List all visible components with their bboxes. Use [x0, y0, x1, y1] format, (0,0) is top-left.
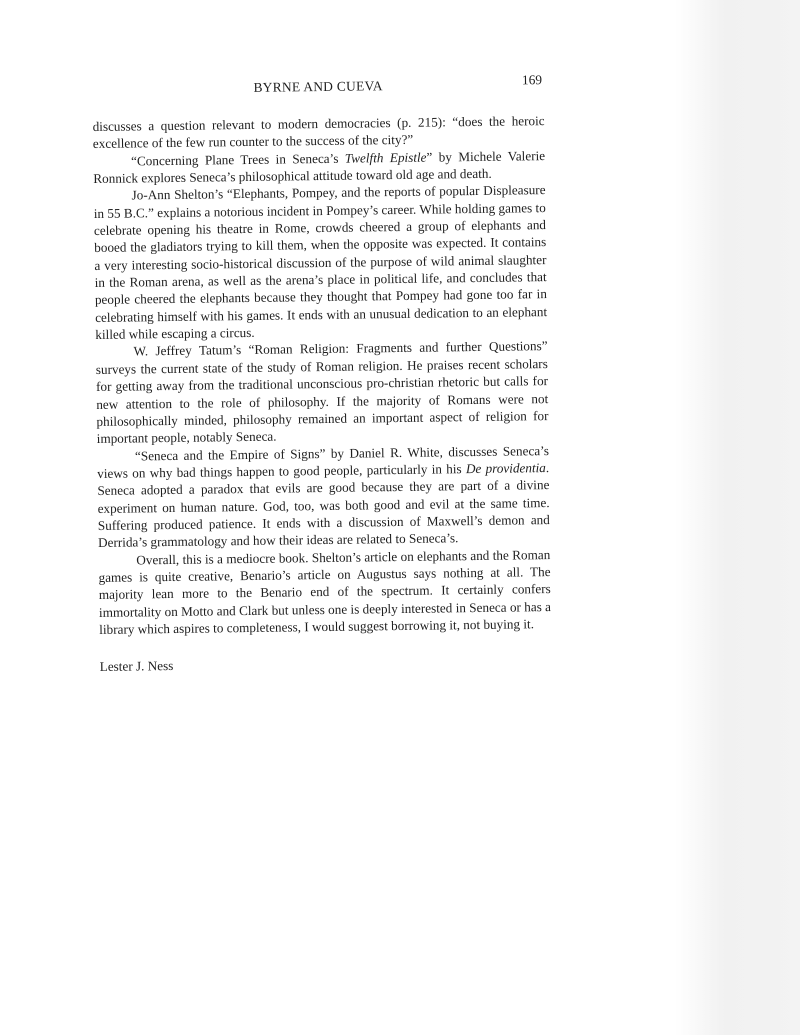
text-run: . Seneca adopted a paradox that evils are good because they are part of a divine experiment on human nature. God, too, was both good and evil at the same time. Suffering produced patience. It ends with a discussion of Maxwell’s demon and Derrida’s grammatology and how their ideas are related to Seneca’s. [97, 459, 550, 551]
reviewer-signature: Lester J. Ness [99, 658, 174, 675]
paragraph [95, 338, 548, 448]
paragraph [93, 112, 545, 153]
text-run: discusses a question relevant to modern democracies (p. 215): “does the heroic excellence of the few run counter to the success of the city?” [92, 113, 545, 152]
text-run: Overall, this is a mediocre book. Shelton’s article on elephants and the Roman games is quite creative, Benario’s article on Augustus says nothing at all. The majority lean more to the Benario end of the spectrum. It certainly confers immortality on Motto and Clark but unless one is deeply interested in Seneca or has a library which aspires to completeness, I would suggest borrowing it, not buying it. [98, 546, 552, 637]
paragraph [93, 181, 547, 343]
paragraph [93, 147, 545, 188]
running-head: BYRNE AND CUEVA [253, 78, 383, 95]
text-run: ” by Michele Valerie Ronnick explores Seneca’s philosophical attitude toward old age and death. [93, 147, 546, 187]
text-run: “Seneca and the Empire of Signs” by Daniel R. White, discusses Seneca’s views on why bad things happen to good people, particularly in his [97, 442, 550, 481]
paragraph [98, 546, 551, 639]
review-body [93, 112, 552, 638]
text-run: “Concerning Plane Trees in Seneca’s [130, 150, 345, 169]
title-italic: Twelfth Epistle [344, 149, 427, 166]
page-content [92, 72, 552, 675]
page-header [92, 72, 544, 102]
page-number: 169 [521, 72, 543, 88]
text-run: W. Jeffrey Tatum’s “Roman Religion: Fragments and further Questions” surveys the current state of the study of Roman religion. He praises recent scholars for getting away from the traditional unconscious pro-christian rhetoric but calls for new attention to the role of philosophy. If the majority of Romans were not philosophically minded, philosophy remained an important aspect of religion for important people, notably Seneca. [95, 338, 549, 447]
text-run: Jo-Ann Shelton’s “Elephants, Pompey, and the reports of popular Displeasure in 55 B.C.” explains a notorious incident in Pompey’s career. While holding games to celebrate opening his theatre in Rome, crowds cheered a group of elephants and booed the gladiators trying to kill them, when the opposite was expected. It contains a very interesting socio-historical discussion of the purpose of wild animal slaughter in the Roman arena, as well as the arena’s place in political life, and concludes that people cheered the elephants because they thought that Pompey had gone too far in celebrating himself with his games. It ends with an unusual dedication to an elephant killed while escaping a circus. [93, 182, 548, 343]
paragraph [97, 442, 550, 552]
title-italic: De providentia [465, 459, 546, 477]
scan-shadow [675, 0, 800, 1035]
